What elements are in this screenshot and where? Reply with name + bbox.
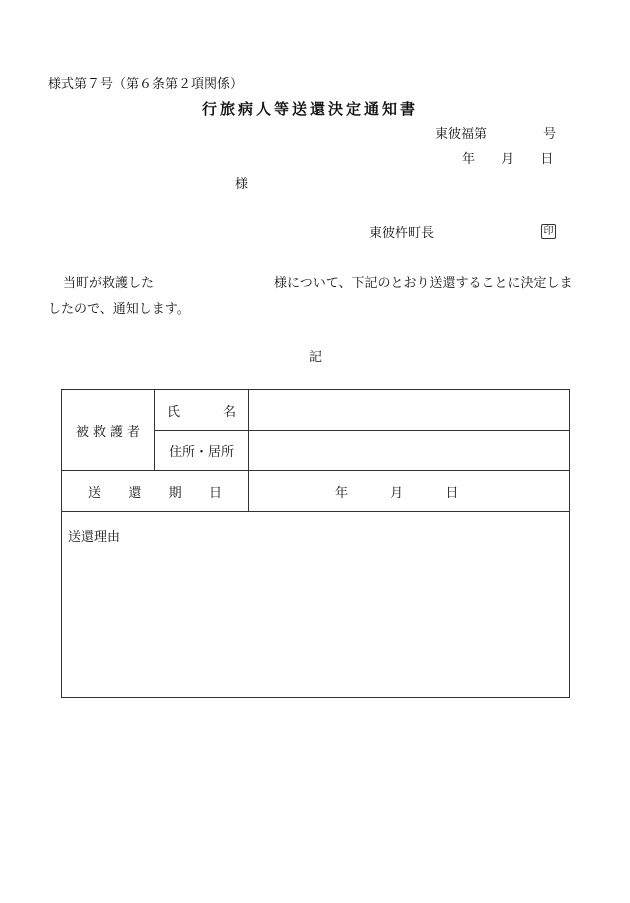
form-reference: 様式第７号（第６条第２項関係） [48,77,244,92]
return-reason-label: 送還理由 [68,530,121,545]
protected-person-char: 護 [109,424,123,440]
issue-date-day: 日 [540,152,554,167]
address-label: 住所・居所 [155,431,249,471]
document-number [435,123,556,142]
issue-date-year: 年 [462,152,476,167]
sender-name: 東彼杵町長 [369,226,435,241]
return-date-month: 月 [390,485,404,501]
protected-person-char: 者 [126,424,140,440]
address-field[interactable] [249,431,570,471]
return-date-field[interactable] [249,471,570,512]
issue-date-month: 月 [501,152,515,167]
return-date-year: 年 [335,485,349,501]
return-date-char: 日 [208,485,222,501]
return-date-char: 還 [128,485,142,501]
body-line-2: したので、通知します。 [48,302,190,317]
protected-person-label [62,390,155,471]
return-reason-field[interactable] [62,512,570,698]
name-label-char: 名 [222,404,236,420]
issue-date [462,148,553,167]
document-title: 行旅病人等送還決定通知書 [202,100,419,118]
name-label-char: 氏 [167,404,181,420]
name-label [155,390,249,431]
document-number-prefix: 東彼福第 [435,127,488,142]
return-date-label [62,471,249,512]
ki-heading: 記 [309,350,323,365]
body-line-1-part-1: 当町が救護した [63,276,155,291]
addressee-honorific: 様 [235,177,249,192]
document-number-suffix: 号 [543,127,557,142]
return-details-table [61,389,570,698]
seal-mark [541,223,556,239]
return-date-day: 日 [445,485,459,501]
protected-person-char: 被 [76,424,90,440]
seal-mark-text: 印 [541,224,556,239]
name-field[interactable] [249,390,570,431]
return-date-char: 送 [88,485,102,501]
body-line-1-part-2: 様について、下記のとおり送還することに決定しま [274,276,573,291]
protected-person-char: 救 [92,424,106,440]
return-date-char: 期 [168,485,182,501]
